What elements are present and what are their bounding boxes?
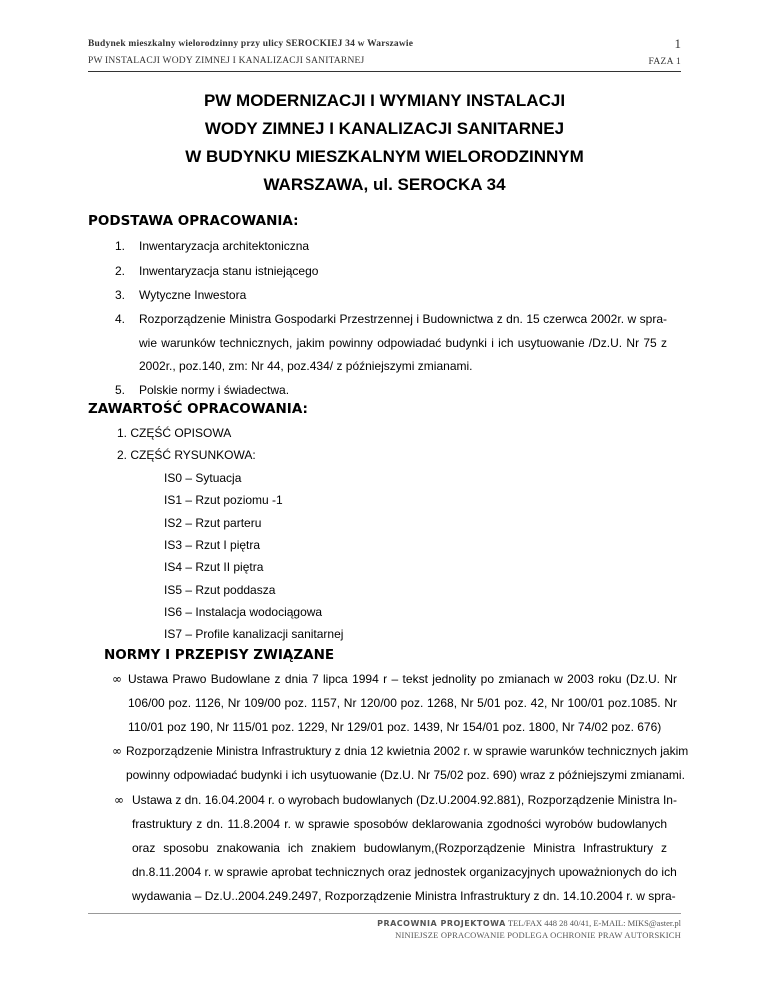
drawing-item: IS0 – Sytuacja (164, 471, 242, 485)
infinity-bullet-icon: ∞ (112, 672, 122, 686)
drawing-item: IS2 – Rzut parteru (164, 516, 262, 530)
list-item-number: 3. (115, 288, 126, 302)
norm-text-line: dn.8.11.2004 r. w sprawie aprobat technicznych oraz jednostek organizacyjnych upoważnionych do ich (132, 865, 677, 879)
title-line-2: WODY ZIMNEJ I KANALIZACJI SANITARNEJ (204, 119, 565, 138)
list-item-text-line: Rozporządzenie Ministra Gospodarki Przestrzennej i Budownictwa z dn. 15 czerwca 2002r. w spra- (139, 312, 667, 326)
drawing-item: IS1 – Rzut poziomu -1 (164, 493, 283, 507)
basis-heading: PODSTAWA OPRACOWANIA: (88, 213, 299, 229)
list-item-number: 5. (115, 383, 126, 397)
drawing-item: IS7 – Profile kanalizacji sanitarnej (164, 627, 344, 641)
title-line-4: WARSZAWA, ul. SEROCKA 34 (263, 175, 506, 194)
norm-text-line: frastruktury z dn. 11.8.2004 r. w sprawie sposobów deklarowania zgodności wyrobów budowlanych (132, 817, 667, 831)
drawing-item: IS5 – Rzut poddasza (164, 583, 276, 597)
footer-contact: TEL/FAX 448 28 40/41, E-MAIL: MIKS@aster.pl (505, 918, 681, 928)
title-line-1: PW MODERNIZACJI I WYMIANY INSTALACJI (203, 91, 566, 110)
contents-part-drawings: 2. CZĘŚĆ RYSUNKOWA: (117, 448, 256, 462)
infinity-bullet-icon: ∞ (114, 793, 124, 807)
norm-text-line: Rozporządzenie Ministra Infrastruktury z dnia 12 kwietnia 2002 r. w sprawie warunków technicznych jakim (126, 744, 689, 758)
drawing-item: IS6 – Instalacja wodociągowa (164, 605, 323, 619)
header-divider (88, 71, 681, 72)
drawing-item: IS3 – Rzut I piętra (164, 538, 261, 552)
list-item-text-line: 2002r., poz.140, zm: Nr 44, poz.434/ z późniejszymi zmianami. (139, 359, 473, 373)
footer-firm-name: PRACOWNIA PROJEKTOWA (377, 919, 506, 928)
footer-copyright: NINIEJSZE OPRACOWANIE PODLEGA OCHRONIE PRAW AUTORSKICH (395, 930, 681, 940)
contents-part-descriptive: 1. CZĘŚĆ OPISOWA (117, 426, 232, 440)
norm-text-line: 110/01 poz 190, Nr 115/01 poz. 1229, Nr 129/01 poz. 1439, Nr 154/01 poz. 1800, Nr 74/02 poz. 676) (128, 720, 662, 734)
list-item-number: 1. (115, 239, 126, 253)
list-item-text: Inwentaryzacja architektoniczna (139, 239, 310, 253)
norm-text-line: Ustawa z dn. 16.04.2004 r. o wyrobach budowlanych (Dz.U.2004.92.881), Rozporządzenie Ministra In- (132, 793, 677, 807)
phase-label: FAZA 1 (648, 57, 681, 67)
header-project-line: Budynek mieszkalny wielorodzinny przy ulicy SEROCKIEJ 34 w Warszawie (88, 39, 414, 49)
norm-text-line: 106/00 poz. 1126, Nr 109/00 poz. 1157, Nr 120/00 poz. 1268, Nr 5/01 poz. 42, Nr 100/01 poz.1085. Nr (128, 696, 677, 710)
list-item-number: 2. (115, 264, 126, 278)
footer-contact-line (377, 918, 681, 928)
page-number: 1 (674, 36, 681, 51)
drawing-item: IS4 – Rzut II piętra (164, 560, 264, 574)
footer-divider (88, 913, 681, 914)
list-item-text: Inwentaryzacja stanu istniejącego (139, 264, 319, 278)
title-line-3: W BUDYNKU MIESZKALNYM WIELORODZINNYM (185, 147, 584, 166)
header-subject-line: PW INSTALACJI WODY ZIMNEJ I KANALIZACJI SANITARNEJ (88, 56, 365, 66)
list-item-text: Wytyczne Inwestora (139, 288, 247, 302)
contents-heading: ZAWARTOŚĆ OPRACOWANIA: (88, 401, 308, 417)
list-item-text-line: wie warunków technicznych, jakim powinny odpowiadać budynki i ich usytuowanie /Dz.U. Nr 75 z (139, 336, 667, 350)
norm-text-line: oraz sposobu znakowania ich znakiem budowlanym,(Rozporządzenie Ministra Infrastruktury z (132, 841, 667, 855)
norm-text-line: wydawania – Dz.U..2004.249.2497, Rozporządzenie Ministra Infrastruktury z dn. 14.10.2004 r. w spra- (132, 889, 676, 903)
norm-text-line: Ustawa Prawo Budowlane z dnia 7 lipca 1994 r – tekst jednolity po zmianach w 2003 roku (Dz.U. Nr (128, 672, 677, 686)
norm-text-line: powinny odpowiadać budynki i ich usytuowanie (Dz.U. Nr 75/02 poz. 690) wraz z późniejszymi zmianami. (126, 768, 685, 782)
infinity-bullet-icon: ∞ (112, 744, 122, 758)
list-item-text: Polskie normy i świadectwa. (139, 383, 290, 397)
list-item-number: 4. (115, 312, 126, 326)
norms-heading: NORMY I PRZEPISY ZWIĄZANE (104, 647, 335, 663)
